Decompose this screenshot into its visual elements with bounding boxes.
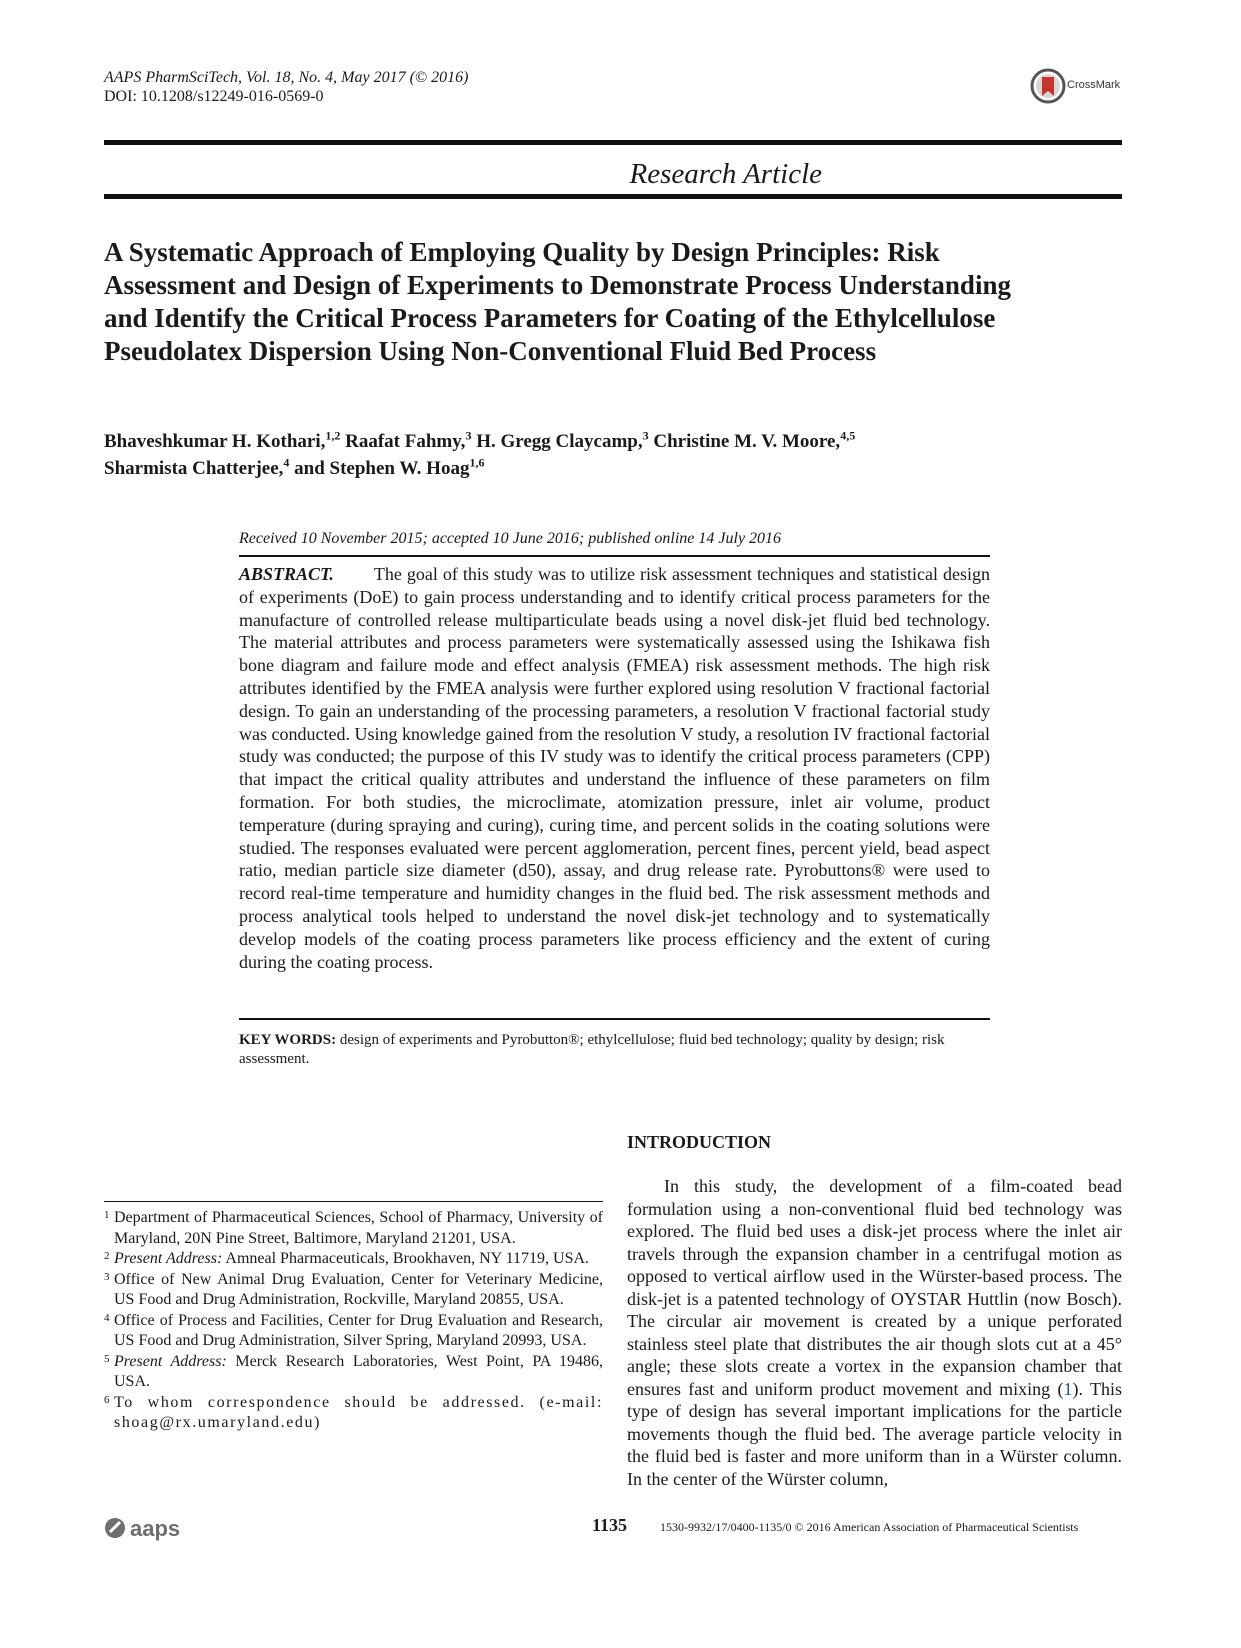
introduction-text: In this study, the development of a film-coated bead formulation using a non-conventional fluid bed technology was explored. The fluid bed uses a disk-jet process where the inlet air travels through the expansion chamber in a centrifugal motion as opposed to vertical airflow used in the Würster-based process. The disk-jet is a patented technology of OYSTAR Huttlin (now Bosch). The circular air movement is created by a unique perforated stainless steel plate that distributes the air though slots cut at a 45° angle; these slots create a vortex in the expansion chamber that ensures fast and uniform product movement and mixing ( — [627, 1176, 1122, 1399]
article-title — [104, 236, 1134, 368]
introduction-text-continued: ). This type of design has several important implications for the particle movements though the fluid bed. The average particle velocity in the fluid bed is faster and more uniform than in a Würster column. In the center of the Würster column, — [627, 1378, 1123, 1489]
received-dates: Received 10 November 2015; accepted 10 June 2016; published online 14 July 2016 — [239, 530, 782, 547]
footnote-number: 2 — [104, 1250, 110, 1262]
author-affiliation: 4 — [283, 455, 290, 470]
journal-header — [104, 68, 468, 106]
abstract-rule-top — [239, 555, 990, 557]
author-affiliation: 1,6 — [469, 455, 485, 470]
abstract-text: The goal of this study was to utilize risk assessment techniques and statistical design of experiments (DoE) to gain process understanding and to identify critical process parameters for the manufacture of controlled release multiparticulate beads using a novel disk-jet fluid bed technology. The material attributes and process parameters were systematically assessed using the Ishikawa fish bone diagram and failure mode and effect analysis (FMEA) risk assessment methods. The high risk attributes identified by the FMEA analysis were further explored using resolution V fractional factorial design. To gain an understanding of the processing parameters, a resolution V fractional factorial study was conducted. Using knowledge gained from the resolution V study, a resolution IV fractional factorial study was conducted; the purpose of this IV study was to identify the critical process parameters (CPP) that impact the critical quality attributes and understand the influence of these parameters on film formation. For both studies, the microclimate, atomization pressure, inlet air volume, product temperature (during spraying and curing), curing time, and percent solids in the coating solutions were studied. The responses evaluated were percent agglomeration, percent fines, percent yield, bead aspect ratio, median particle size diameter (d50), assay, and drug release rate. Pyrobuttons® were used to record real-time temperature and humidity changes in the fluid bed. The risk assessment methods and process analytical tools helped to understand the novel disk-jet technology and to systematically develop models of the coating process parameters like process efficiency and the extent of curing during the coating process. — [239, 564, 990, 972]
footnote-text: Merck Research Laboratories, West Point, PA 19486, USA. — [114, 1352, 604, 1390]
crossmark-icon — [1030, 68, 1066, 104]
title-line: A Systematic Approach of Employing Quality by Design Principles: Risk — [104, 237, 940, 267]
footnote-rule — [104, 1201, 603, 1202]
author-name: and Stephen W. Hoag — [294, 458, 470, 479]
author-name: Raafat Fahmy, — [345, 431, 466, 452]
reference-link[interactable]: 1 — [1063, 1378, 1073, 1399]
title-line: Assessment and Design of Experiments to Demonstrate Process Understanding — [104, 270, 1011, 300]
issn-copyright: 1530-9932/17/0400-1135/0 © 2016 American Association of Pharmaceutical Scientists — [660, 1520, 1079, 1534]
author-name: Sharmista Chatterjee, — [104, 458, 284, 479]
footnote — [104, 1249, 603, 1270]
author-affiliation: 3 — [642, 428, 649, 443]
footnote-text: Office of Process and Facilities, Center for Drug Evaluation and Research, US Food and Drug Administration, Silver Spring, Maryland 20993, USA. — [114, 1311, 603, 1349]
page-number: 1135 — [592, 1515, 628, 1535]
keywords — [239, 1031, 990, 1069]
section-heading-introduction: INTRODUCTION — [627, 1132, 772, 1152]
footnote-text: Office of New Animal Drug Evaluation, Center for Veterinary Medicine, US Food and Drug Administration, Rockville, Maryland 20855, USA. — [114, 1270, 603, 1308]
introduction-paragraph — [627, 1175, 1122, 1490]
aaps-logo-icon — [104, 1515, 204, 1541]
aaps-logo-text: aaps — [130, 1516, 181, 1541]
crossmark-label: CrossMark — [1067, 79, 1121, 91]
keywords-label: KEY WORDS: — [239, 1032, 337, 1048]
keywords-text: design of experiments and Pyrobutton®; ethylcellulose; fluid bed technology; quality by design; risk assessment. — [239, 1032, 945, 1067]
abstract-rule-bottom — [239, 1018, 990, 1020]
author-name: H. Gregg Claycamp, — [476, 431, 643, 452]
footnote — [104, 1352, 603, 1393]
footnote-number: 1 — [104, 1209, 110, 1221]
author-name: Christine M. V. Moore, — [653, 431, 841, 452]
footnote-prefix: Present Address: — [114, 1250, 223, 1267]
footnote-text: To whom correspondence should be addressed. (e-mail: shoag@rx.umaryland.edu) — [114, 1393, 603, 1431]
author-affiliation: 3 — [465, 428, 472, 443]
footnote-number: 6 — [104, 1393, 112, 1406]
doi[interactable]: DOI: 10.1208/s12249-016-0569-0 — [104, 88, 324, 105]
journal-citation: AAPS PharmSciTech, Vol. 18, No. 4, May 2017 (© 2016) — [104, 69, 469, 86]
footnote-number: 4 — [104, 1311, 110, 1324]
footnote-number: 5 — [104, 1352, 110, 1365]
header-rule-bottom — [104, 194, 1122, 199]
footnote-text: Amneal Pharmaceuticals, Brookhaven, NY 11719, USA. — [222, 1250, 590, 1267]
footnote — [104, 1208, 603, 1249]
footnote — [104, 1270, 603, 1311]
footnote-prefix: Present Address: — [114, 1352, 227, 1370]
aaps-logo — [104, 1515, 204, 1541]
footnote — [104, 1311, 603, 1352]
author-affiliation: 4,5 — [840, 428, 856, 443]
footnotes — [104, 1208, 603, 1434]
author-affiliation: 1,2 — [325, 428, 341, 443]
author-name: Bhaveshkumar H. Kothari, — [104, 431, 326, 452]
author-list — [104, 428, 1134, 482]
footnote-text: Department of Pharmaceutical Sciences, School of Pharmacy, University of Maryland, 20N Pine Street, Baltimore, Maryland 21201, USA. — [114, 1209, 603, 1247]
header-rule-top — [104, 140, 1122, 145]
article-type: Research Article — [629, 158, 822, 190]
title-line: Pseudolatex Dispersion Using Non-Conventional Fluid Bed Process — [104, 336, 877, 366]
footnote-correspondence — [104, 1393, 603, 1434]
abstract-label: ABSTRACT. — [239, 564, 334, 584]
crossmark-badge[interactable] — [1030, 68, 1120, 104]
abstract — [239, 563, 990, 973]
title-line: and Identify the Critical Process Parameters for Coating of the Ethylcellulose — [104, 303, 996, 333]
footnote-number: 3 — [104, 1270, 110, 1283]
